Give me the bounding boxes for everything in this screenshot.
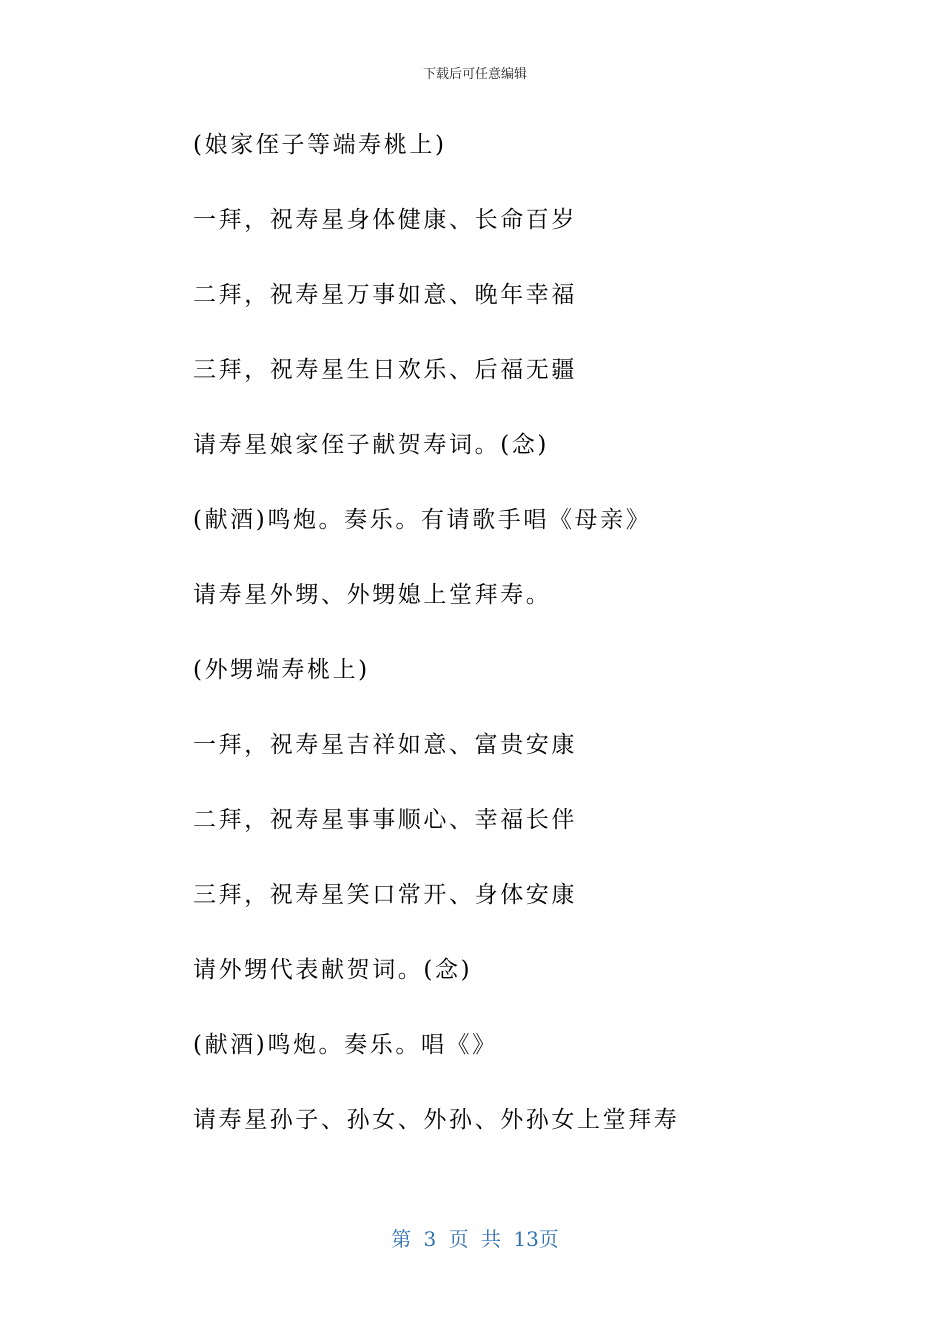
document-body <box>193 125 833 1175</box>
text-line: 请外甥代表献贺词。(念) <box>193 957 473 983</box>
text-line: 一拜，祝寿星吉祥如意、富贵安康 <box>193 732 577 758</box>
text-line: 三拜，祝寿星笑口常开、身体安康 <box>193 882 577 908</box>
text-line: 二拜，祝寿星事事顺心、幸福长伴 <box>193 807 577 833</box>
text-line: (外甥端寿桃上) <box>193 657 370 683</box>
text-line: 请寿星外甥、外甥媳上堂拜寿。 <box>193 582 552 608</box>
text-line: 请寿星娘家侄子献贺寿词。(念) <box>193 432 549 458</box>
page-header: 下载后可任意编辑 <box>422 67 527 82</box>
text-line: 二拜，祝寿星万事如意、晚年幸福 <box>193 282 577 308</box>
page-number-footer: 第 3 页 共 13页 <box>391 1227 559 1251</box>
text-line: 一拜，祝寿星身体健康、长命百岁 <box>193 207 577 233</box>
text-line: 三拜，祝寿星生日欢乐、后福无疆 <box>193 357 577 383</box>
text-line: 请寿星孙子、孙女、外孙、外孙女上堂拜寿 <box>193 1107 680 1133</box>
text-line: (献酒)鸣炮。奏乐。唱《》 <box>193 1032 498 1058</box>
text-line: (献酒)鸣炮。奏乐。有请歌手唱《母亲》 <box>193 507 652 533</box>
text-line: (娘家侄子等端寿桃上) <box>193 132 447 158</box>
